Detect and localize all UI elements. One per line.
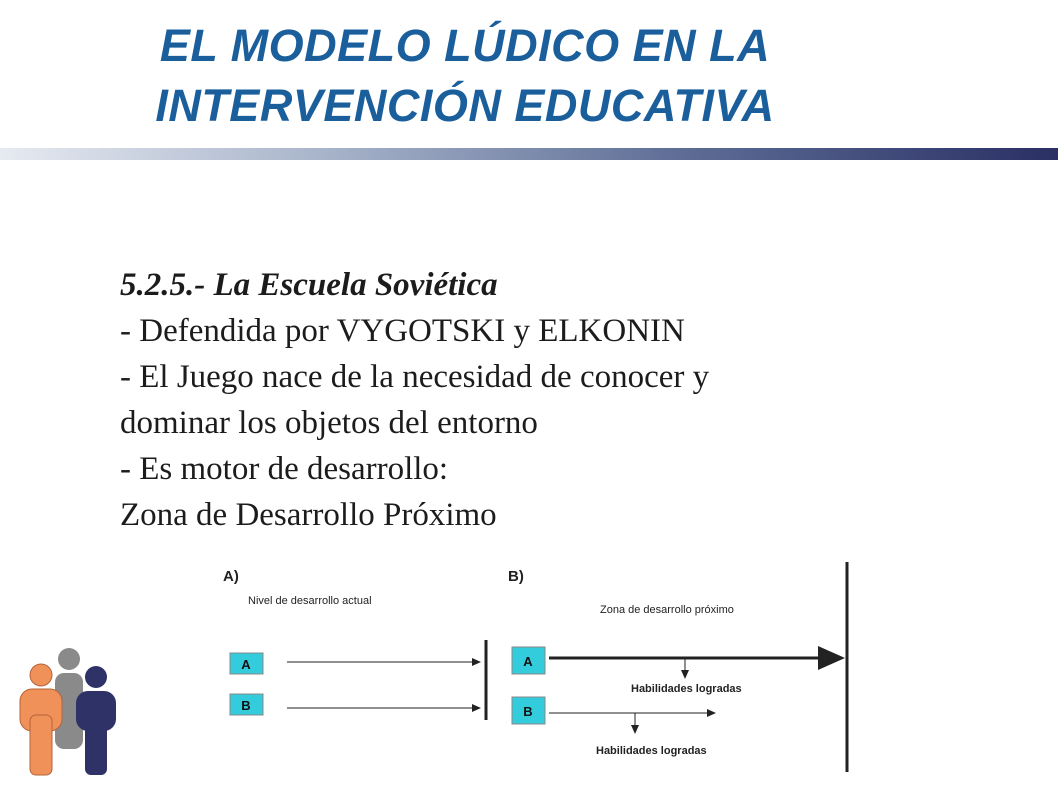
zdp-diagram [215, 560, 860, 775]
body-line-5: Zona de Desarrollo Próximo [120, 497, 497, 533]
box-b-right-label: B [523, 704, 533, 719]
habilidades-label-1: Habilidades logradas [631, 683, 742, 695]
people-icon [14, 645, 124, 777]
title-divider [0, 148, 1058, 160]
panel-b-title: Zona de desarrollo próximo [600, 604, 734, 616]
slide-body [120, 262, 920, 538]
panel-a-title: Nivel de desarrollo actual [248, 595, 372, 607]
slide-title-line-2: INTERVENCIÓN EDUCATIVA [155, 80, 775, 131]
box-a-right-label: A [523, 654, 533, 669]
slide-title-line-1: EL MODELO LÚDICO EN LA [159, 20, 771, 71]
body-line-2: - El Juego nace de la necesidad de conocer y [120, 359, 710, 395]
body-line-3: dominar los objetos del entorno [120, 405, 538, 441]
section-heading: 5.2.5.- La Escuela Soviética [120, 267, 498, 303]
body-line-4: - Es motor de desarrollo: [120, 451, 449, 487]
body-line-1: - Defendida por VYGOTSKI y ELKONIN [120, 313, 685, 349]
box-a-left-label: A [241, 657, 251, 672]
panel-b-label: B) [508, 568, 524, 585]
panel-a-label: A) [223, 568, 239, 585]
habilidades-label-2: Habilidades logradas [596, 745, 707, 757]
box-b-left-label: B [241, 698, 251, 713]
